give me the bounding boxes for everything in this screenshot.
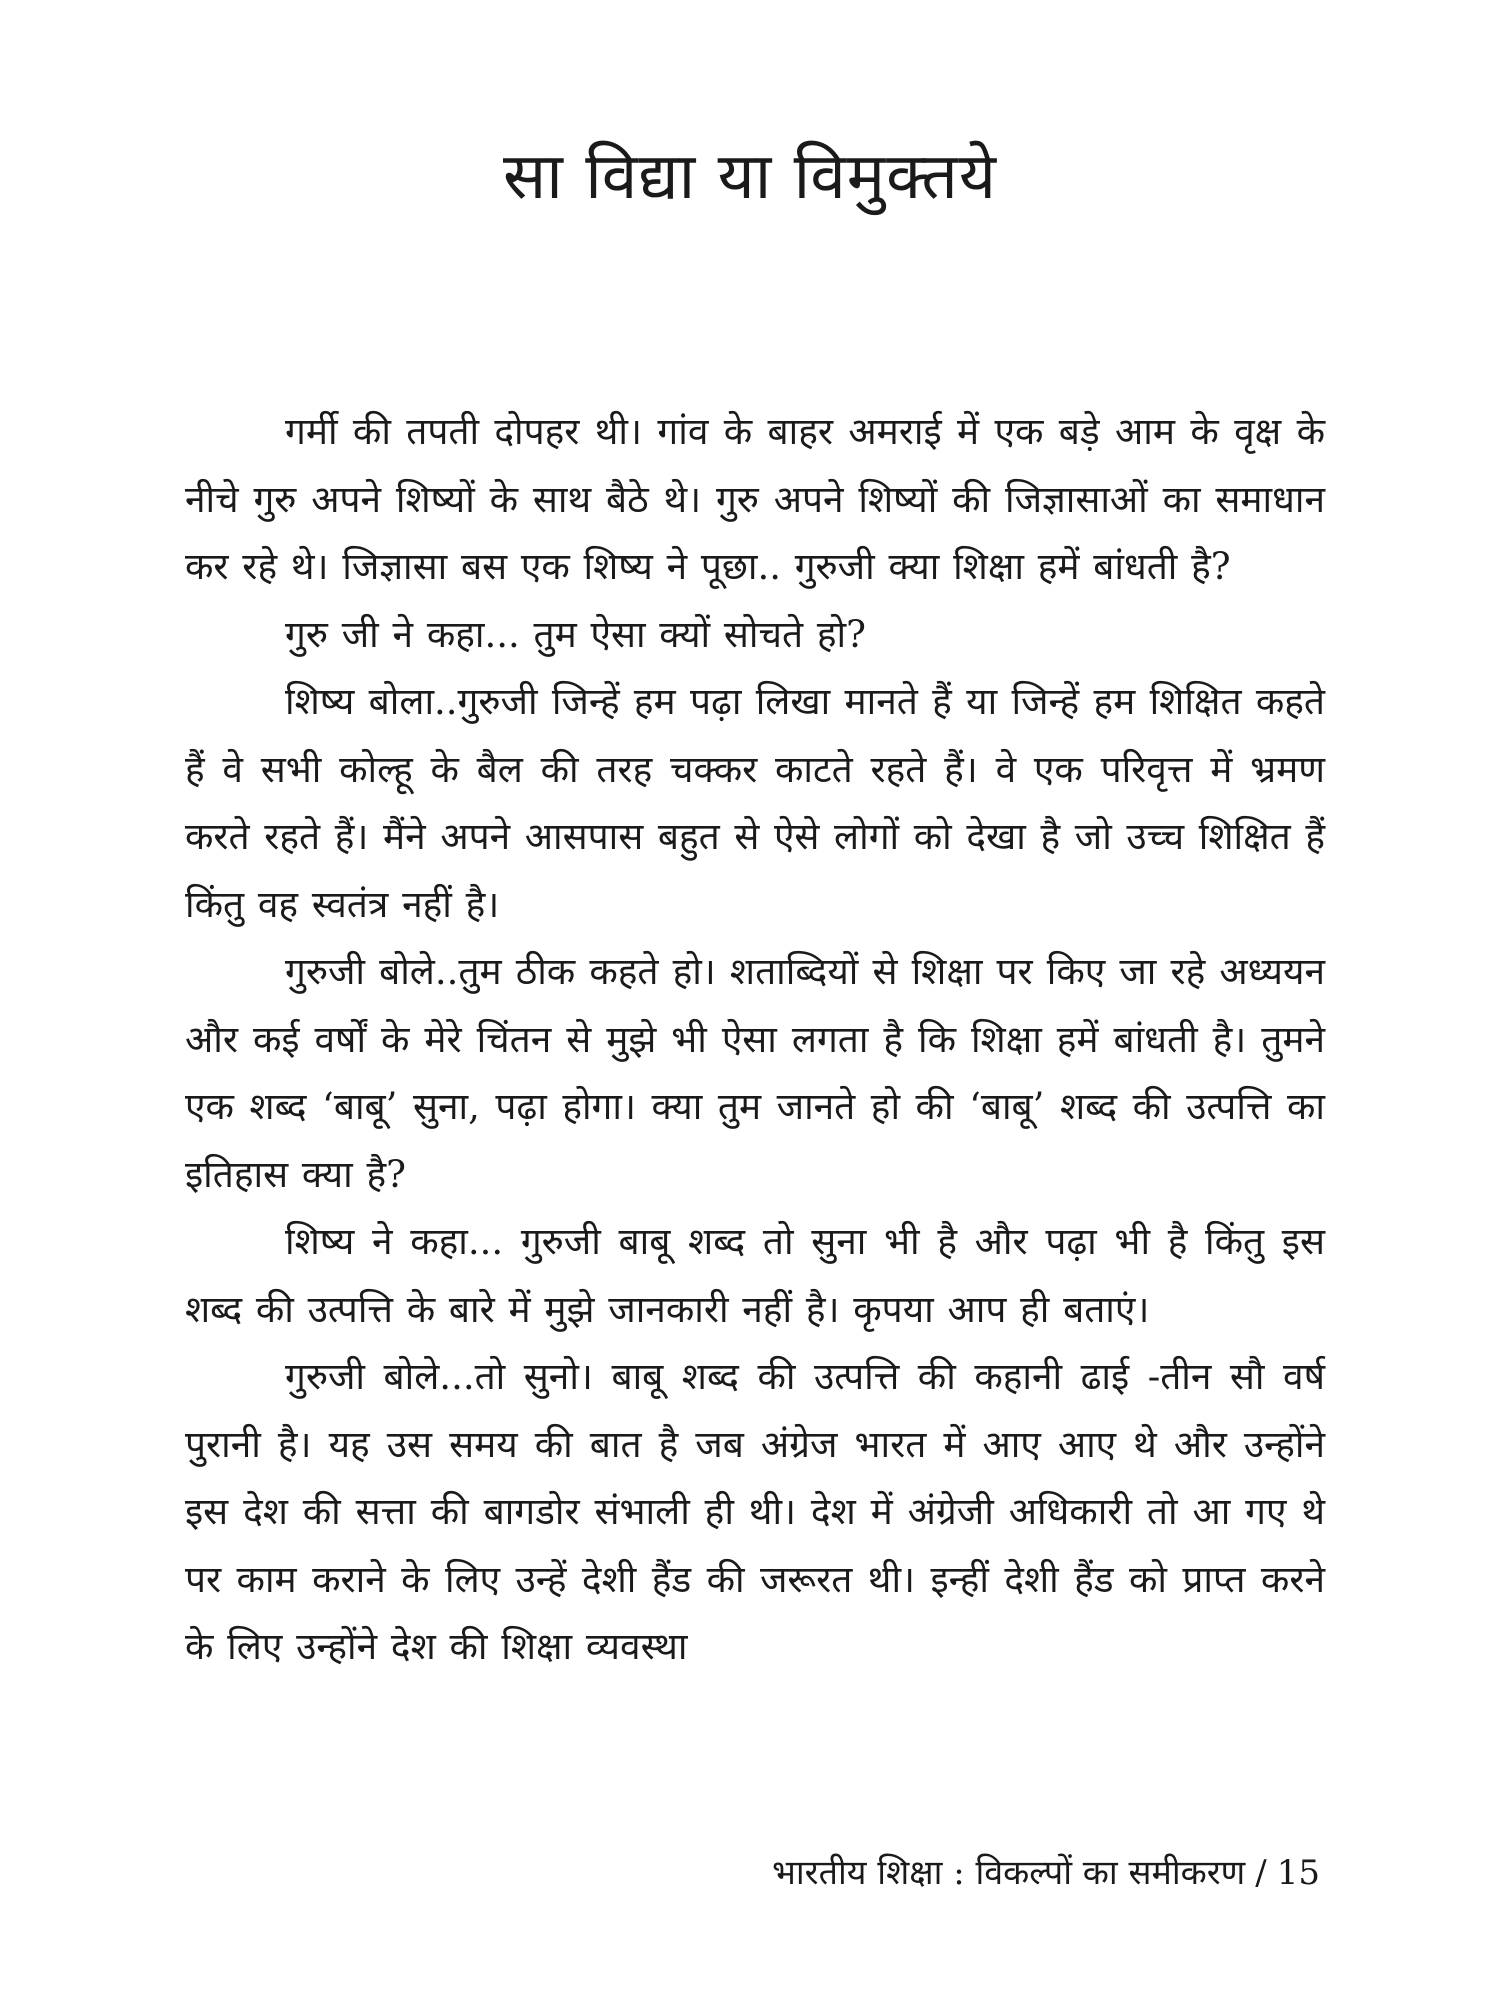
paragraph: गर्मी की तपती दोपहर थी। गांव के बाहर अमराई में एक बड़े आम के वृक्ष के नीचे गुरु अपने शिष्यों के साथ बैठे थे। गुरु अपने शिष्यों की जिज्ञासाओं का समाधान कर रहे थे। जिज्ञासा बस एक शिष्य ने पूछा.. गुरुजी क्या शिक्षा हमें बांधती है? <box>185 410 1325 588</box>
paragraph: शिष्य ने कहा... गुरुजी बाबू शब्द तो सुना भी है और पढ़ा भी है किंतु इस शब्द की उत्पत्ति के बारे में मुझे जानकारी नहीं है। कृपया आप ही बताएं। <box>185 1220 1325 1331</box>
footer-separator: / <box>1255 1853 1267 1893</box>
footer-book-title: भारतीय शिक्षा : विकल्पों का समीकरण <box>771 1853 1246 1893</box>
body-text <box>185 398 1325 1681</box>
chapter-title: सा विद्या या विमुक्तये <box>503 140 997 214</box>
page-footer <box>772 1848 1320 1894</box>
page-number: 15 <box>1276 1853 1320 1893</box>
paragraph: गुरु जी ने कहा... तुम ऐसा क्यों सोचते हो? <box>285 612 866 656</box>
paragraph: शिष्य बोला..गुरुजी जिन्हें हम पढ़ा लिखा मानते हैं या जिन्हें हम शिक्षित कहते हैं वे सभी कोल्हू के बैल की तरह चक्कर काटते रहते हैं। वे एक परिवृत्त में भ्रमण करते रहते हैं। मैंने अपने आसपास बहुत से ऐसे लोगों को देखा है जो उच्च शिक्षित हैं किंतु वह स्वतंत्र नहीं है। <box>185 680 1325 926</box>
paragraph: गुरुजी बोले...तो सुनो। बाबू शब्द की उत्पत्ति की कहानी ढाई -तीन सौ वर्ष पुरानी है। यह उस समय की बात है जब अंग्रेज भारत में आए आए थे और उन्होंने इस देश की सत्ता की बागडोर संभाली ही थी। देश में अंग्रेजी अधिकारी तो आ गए थे पर काम कराने के लिए उन्हें देशी हैंड की जरूरत थी। इन्हीं देशी हैंड को प्राप्त करने के लिए उन्होंने देश की शिक्षा व्यवस्था <box>185 1355 1325 1668</box>
paragraph: गुरुजी बोले..तुम ठीक कहते हो। शताब्दियों से शिक्षा पर किए जा रहे अध्ययन और कई वर्षों के मेरे चिंतन से मुझे भी ऐसा लगता है कि शिक्षा हमें बांधती है। तुमने एक शब्द ‘बाबू’ सुना, पढ़ा होगा। क्या तुम जानते हो की ‘बाबू’ शब्द की उत्पत्ति का इतिहास क्या है? <box>185 950 1325 1196</box>
